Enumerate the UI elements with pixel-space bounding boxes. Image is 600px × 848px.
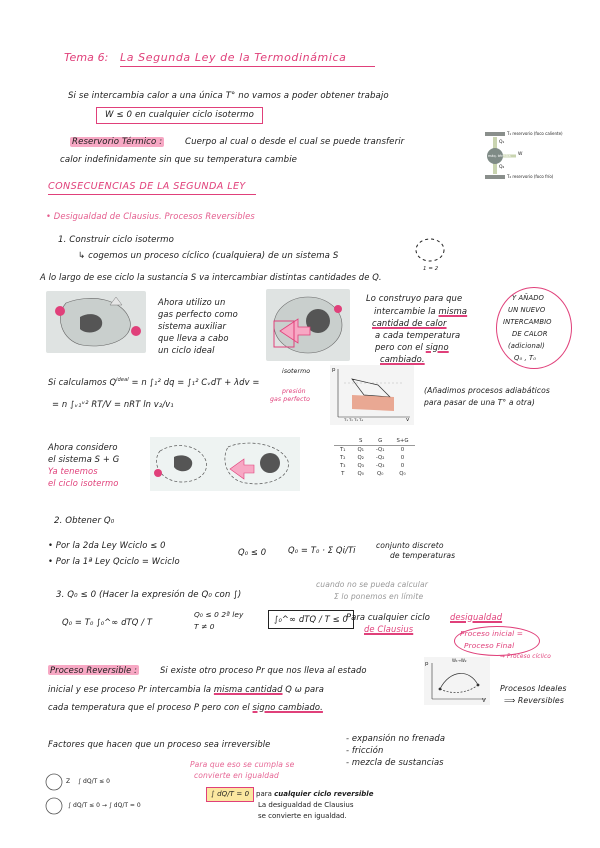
system-figure-right [266,289,350,361]
step2-title: 2. Obtener Q₀ [54,516,115,526]
calc-presion: presión [282,388,306,395]
step2-res2note-0: conjunto discreto [376,541,444,550]
table-cell: T [341,471,345,477]
footer-cycles-figure [44,770,194,818]
table-cell: Q₂ [357,455,364,461]
reversible-figure [424,657,490,705]
calc-isotermo: isotermo [282,368,311,375]
footer-eq1: ∫ dQ/T ≤ 0 [78,778,110,785]
step1-title: 1. Construir ciclo isotermo [58,235,174,245]
table-row [334,462,415,470]
step2-b2: • Por la 1ª Ley Qciclo = Wciclo [48,556,180,566]
step3-after-pink2: de Clausius [364,624,414,634]
step1-dashed-cycle [412,236,448,266]
step1-line2: A lo largo de ese ciclo la sustancia S va intercambiar distintas cantidades de Q. [40,272,382,282]
factores-item-0: - expansión no frenada [346,733,446,743]
heat-engine-diagram [482,132,562,180]
step1b-left-pink-1: el ciclo isotermo [48,478,119,488]
reversible-line3 [48,702,323,713]
reversible-figure-svg [424,657,490,705]
oval-note-4: (adicional) [508,342,545,350]
table-cell: Q₀ [357,471,364,477]
intro-boxed: W ≤ 0 en cualquier ciclo isotermo [96,107,263,124]
step1-right-note-hl2: cantidad de calor [372,318,447,328]
system-figure-left-svg [46,291,146,353]
oval-note-2: INTERCAMBIO [503,318,552,326]
factores-text: Factores que hacen que un proceso sea irreversible [48,739,271,749]
table-cell: 0 [400,447,405,453]
step1-line: ↳ cogemos un proceso cíclico (cualquiera) de un sistema S [78,251,339,261]
pv-chart-axis: T₁ T₂ T₃ T₄ [344,417,363,422]
reversible-line2 [48,684,324,695]
step1-right-note-pre1: Lo construyo para que [366,293,463,303]
reversible-side-1: ⟹ Reversibles [504,696,564,705]
step2-res2note-1: de temperaturas [390,551,456,560]
table-cell: Q₃ [357,463,364,469]
table-cell: T₂ [340,455,346,461]
consecuencias-bullet: • Desigualdad de Clausius. Procesos Reversibles [46,211,255,221]
step3-mid-1: T ≠ 0 [194,622,215,631]
footer-para-line [256,790,373,799]
footer-pink-note-0: Para que eso se cumpla se [190,760,295,769]
step3-title: 3. Q₀ ≤ 0 (Hacer la expresión de Q₀ con ∫) [56,590,242,600]
factores-item-2: - mezcla de sustancias [346,757,444,767]
reversible-fig-v: V [482,698,486,704]
title-underline [120,66,375,67]
step1-left-note-3: que lleva a cabo [158,333,229,343]
qsg-table [334,437,415,478]
table-cell: Q₀ [399,471,406,477]
heat-engine-top: T₁ reservorio (foco caliente) [507,131,563,136]
reversible-fig-w: W₁→W₂ [452,658,467,663]
step1b-left-0: Ahora considero [48,442,118,452]
step1-right-note-hl4: cambiado. [380,354,425,364]
table-row [334,470,415,478]
table-cell: -Q₁ [375,447,385,453]
table-row [334,446,415,455]
calc-line1sup: ideal [116,377,129,384]
oval-note-1: UN NUEVO [508,306,546,314]
heat-engine-bottom: T₂ reservorio (foco frío) [507,174,554,179]
step1-right-note-hl1: misma [438,306,468,316]
pv-chart [330,365,414,425]
calc-note-1: para pasar de una T° a otra) [424,398,535,407]
table-cell: Q₁ [357,447,364,453]
reversible-line2a: inicial y ese proceso Pr intercambia la [48,684,212,694]
table-cell: T₃ [340,463,346,469]
step3-grey-0: cuando no se pueda calcular [316,580,428,589]
table-header: G [370,437,391,446]
consecuencias-heading: CONSECUENCIAS DE LA SEGUNDA LEY [48,181,246,192]
table-cell: 0 [400,463,405,469]
calc-line1a: Si calculamos Q [48,377,117,387]
reversible-line1: Si existe otro proceso Pr que nos lleva al estado [160,665,367,675]
table-row [334,454,415,462]
proceso-oval-2: Proceso Final [464,641,515,650]
calc-note-0: (Añadimos procesos adiabáticos [424,386,550,395]
table-cell: -Q₃ [375,463,385,469]
system-figure-combined [150,437,300,491]
footer-pink-note-1: convierte en igualdad [194,771,279,780]
factores-item-1: - fricción [346,745,384,755]
reservorio-label [70,137,164,148]
step2-b1: • Por la 2da Ley Wciclo ≤ 0 [48,540,166,550]
reservorio-line2: calor indefinidamente sin que su temperatura cambie [60,155,298,165]
table-row [334,437,415,446]
calc-gasperfecto: gas perfecto [270,396,310,403]
step1-left-note-2: sistema auxiliar [158,321,226,331]
reversible-line3a: cada temperatura que el proceso P pero con el [48,702,250,712]
footer-z: Z [66,778,71,785]
pv-chart-p: p [332,367,336,373]
step3-eq1: Q₀ = T₀ ∫₀^∞ dTQ / T [62,617,153,627]
title-tema: Tema 6: [64,51,109,64]
title-name: La Segunda Ley de la Termodinámica [120,51,347,64]
reservorio-label-text: Reservorio Térmico : [72,137,163,147]
step3-after: Para cualquier ciclo [346,612,430,622]
footer-line2: La desigualdad de Clausius [258,801,354,809]
step1-right-note-pre2: intercambie la [374,306,436,316]
table-cell: 0 [400,455,405,461]
step1-right-note-post-1: pero con el [375,342,423,352]
reservorio-line1: Cuerpo al cual o desde el cual se puede transferir [185,137,405,147]
proceso-oval-3: → Proceso cíclico [500,654,551,660]
reversible-fig-p: p [425,661,429,667]
reversible-label-text: Proceso Reversible : [50,665,138,675]
step2-res1: Q₀ ≤ 0 [238,547,267,557]
step1-cycle-label: 1 = 2 [423,266,439,272]
calc-line1b: = n ∫₁² dq = ∫₁² CᵥdT + λdv = [131,377,260,387]
calc-line1 [48,377,260,388]
heat-engine-w: W [518,152,523,157]
step3-boxed: ∫₀^∞ dTQ / T ≤ 0 [268,610,354,629]
reversible-side-0: Procesos Ideales [500,684,567,693]
footer-line3: se convierte en igualdad. [258,812,347,820]
system-figure-right-svg [266,289,350,361]
oval-note-5: Q₀ , T₀ [514,354,537,362]
proceso-oval-1: Proceso inicial = [460,629,524,638]
step1b-left-pink-0: Ya tenemos [48,466,98,476]
step1-right-note-hl3: signo [425,342,449,352]
qsg-table-el [334,437,415,478]
reversible-line3hl: signo cambiado. [252,702,323,712]
table-cell: -Q₂ [375,455,385,461]
step1-left-note-4: un ciclo ideal [158,345,215,355]
table-header: S+G [390,437,414,446]
step2-res2: Q₀ = T₀ · Σ Qi/Ti [288,545,356,555]
step3-mid-0: Q₀ ≤ 0 2ª ley [194,610,244,619]
table-header [334,437,351,446]
heat-engine-q2: Q₂ [499,165,505,170]
step1b-left-1: el sistema S + G [48,454,120,464]
footer-eq2: ∫ dQ/T ≤ 0 → ∫ dQ/T = 0 [68,802,141,809]
reversible-line2b: Q ω para [285,684,325,694]
step1-right-note-row2 [374,306,467,317]
table-header: S [351,437,369,446]
step1-left-note-1: gas perfecto como [158,309,238,319]
table-cell: T₁ [340,447,346,453]
table-cell: Q₀ [376,471,384,477]
reversible-label [48,665,139,676]
intro-line: Si se intercambia calor a una única T° no vamos a poder obtener trabajo [68,91,389,101]
heat-engine-q1: Q₁ [499,140,505,145]
footer-para-bold: cualquier ciclo reversible [274,790,374,798]
step1-right-note-post-0: a cada temperatura [375,330,461,340]
heat-engine-machine: máq. térmica [488,154,511,158]
step3-grey-1: Σ lo ponemos en límite [334,592,424,601]
calc-line2: = n ∫ᵥ₁ᵛ² RT/V = nRT ln v₂/v₁ [52,399,174,409]
reversible-line2hl: misma cantidad [213,684,283,694]
footer-boxed-eq: ∫ dQ/T = 0 [206,787,254,802]
pv-chart-v: v [406,417,410,423]
pv-chart-svg [330,365,414,425]
step3-after-pink1: desigualdad [450,612,503,622]
system-figure-combined-svg [150,437,300,491]
step1-left-note-0: Ahora utilizo un [158,297,226,307]
system-figure-left [46,291,146,353]
oval-note-3: DE CALOR [512,330,548,338]
oval-note-0: Y AÑADO [512,294,544,302]
footer-para-pre: para [256,790,272,798]
consecuencias-underline [48,194,256,195]
step1-right-note-row5 [375,342,449,353]
